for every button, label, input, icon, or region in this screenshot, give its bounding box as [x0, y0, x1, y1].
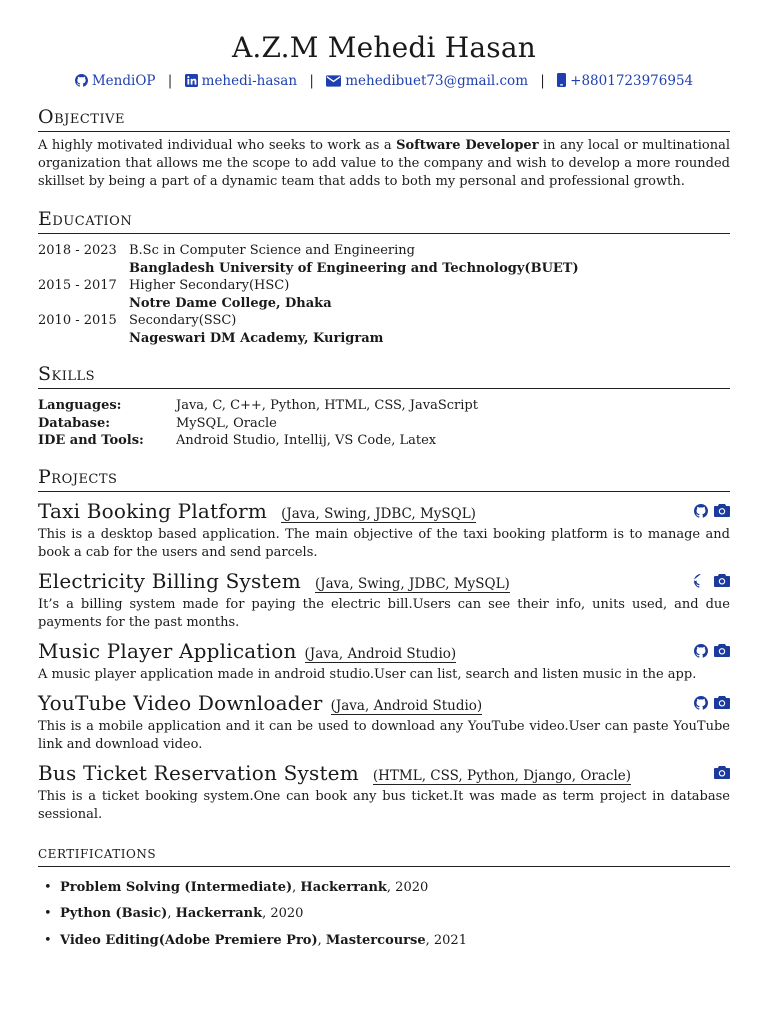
linkedin-link[interactable]	[180, 73, 301, 89]
project-title: Electricity Billing System	[38, 568, 301, 593]
skill-label: Languages:	[38, 398, 122, 413]
education-years: 2018 - 2023	[38, 243, 117, 258]
camera-icon[interactable]	[714, 504, 730, 518]
objective-text: A highly motivated individual who seeks to work as a Software Developer in any local or multinational organization that allows me the scope to add value to the company and wish to develop a more rounded skillset by being a part of a dynamic team that adds to both my personal and professional growth.	[38, 138, 731, 189]
project-item	[38, 568, 730, 632]
github-icon[interactable]	[694, 696, 708, 710]
github-icon[interactable]	[694, 644, 708, 658]
phone-link[interactable]	[553, 73, 693, 89]
project-description: A music player application made in android studio.User can list, search and listen music in the app.	[38, 666, 697, 682]
education-degree: Secondary(SSC)	[129, 313, 237, 328]
certification-item: • Problem Solving (Intermediate), Hackerrank, 2020	[60, 875, 730, 902]
camera-icon[interactable]	[714, 644, 730, 658]
skill-label: IDE and Tools:	[38, 433, 144, 448]
project-item	[38, 760, 730, 824]
certifications-list	[38, 875, 730, 955]
project-title: Taxi Booking Platform	[38, 498, 268, 523]
certifications-heading: certifications	[38, 843, 730, 867]
certification-item: • Video Editing(Adobe Premiere Pro), Mastercourse, 2021	[60, 928, 730, 955]
github-handle: MendiOP	[91, 73, 156, 89]
project-tech-stack: (Java, Swing, JDBC, MySQL)	[314, 575, 510, 592]
linkedin-icon	[185, 74, 198, 87]
project-item	[38, 690, 730, 754]
resume-page	[38, 30, 730, 954]
education-list	[38, 242, 730, 347]
education-institution: Nageswari DM Academy, Kurigram	[129, 330, 384, 346]
github-icon[interactable]	[694, 574, 708, 588]
camera-icon[interactable]	[714, 574, 730, 588]
email-address: mehedibuet73@gmail.com	[345, 73, 528, 89]
education-institution: Bangladesh University of Engineering and Technology(BUET)	[129, 260, 579, 276]
github-icon[interactable]	[694, 504, 708, 518]
education-degree: B.Sc in Computer Science and Engineering	[129, 243, 415, 258]
phone-icon	[557, 73, 566, 87]
project-title: Bus Ticket Reservation System	[38, 760, 359, 785]
project-description: This is a mobile application and it can be used to download any YouTube video.User can paste YouTube link and download video.	[38, 718, 730, 752]
objective-section	[38, 106, 730, 191]
project-title: YouTube Video Downloader	[38, 690, 323, 715]
github-link[interactable]	[75, 73, 160, 89]
skill-value: Android Studio, Intellij, VS Code, Latex	[176, 433, 437, 448]
camera-icon[interactable]	[714, 696, 730, 710]
skills-list	[38, 397, 730, 450]
envelope-icon	[326, 75, 341, 87]
phone-number: +8801723976954	[570, 73, 694, 89]
project-tech-stack: (Java, Android Studio)	[330, 697, 483, 714]
skills-section	[38, 363, 730, 450]
projects-section	[38, 466, 730, 824]
linkedin-handle: mehedi-hasan	[201, 73, 298, 89]
contact-bar	[38, 72, 730, 90]
project-description: It’s a billing system made for paying the electric bill.Users can see their info, units used, and due payments for the past months.	[38, 596, 730, 630]
skill-label: Database:	[38, 415, 111, 431]
project-tech-stack: (Java, Android Studio)	[304, 645, 457, 662]
contact-separator: |	[309, 73, 314, 89]
project-item	[38, 498, 730, 562]
education-years: 2015 - 2017	[38, 278, 117, 293]
project-description: This is a desktop based application. The main objective of the taxi booking platform is to manage and book a cab for the users and send parcels.	[38, 526, 730, 560]
project-tech-stack: (HTML, CSS, Python, Django, Oracle)	[372, 767, 632, 784]
skill-value: MySQL, Oracle	[176, 415, 277, 431]
project-title: Music Player Application	[38, 638, 297, 663]
resume-name: A.Z.M Mehedi Hasan	[232, 31, 536, 64]
github-icon	[75, 74, 88, 87]
skills-heading: Skills	[38, 363, 730, 389]
education-heading: Education	[38, 208, 730, 234]
contact-separator: |	[167, 73, 173, 89]
education-years: 2010 - 2015	[38, 313, 117, 328]
camera-icon[interactable]	[714, 766, 730, 779]
education-section	[38, 208, 730, 347]
skill-value: Java, C, C++, Python, HTML, CSS, JavaScript	[176, 398, 478, 413]
project-item	[38, 638, 730, 684]
education-degree: Higher Secondary(HSC)	[129, 278, 290, 293]
email-link[interactable]	[322, 73, 532, 89]
project-description: This is a ticket booking system.One can book any bus ticket.It was made as term project in database sessional.	[38, 788, 730, 822]
projects-heading: Projects	[38, 466, 730, 492]
objective-highlight: Software Developer	[396, 138, 539, 153]
contact-separator: |	[540, 73, 545, 89]
project-tech-stack: (Java, Swing, JDBC, MySQL)	[281, 505, 476, 522]
education-institution: Notre Dame College, Dhaka	[129, 295, 332, 311]
certifications-section	[38, 843, 730, 955]
certification-item: • Python (Basic), Hackerrank, 2020	[60, 901, 730, 928]
objective-heading: Objective	[38, 106, 730, 132]
